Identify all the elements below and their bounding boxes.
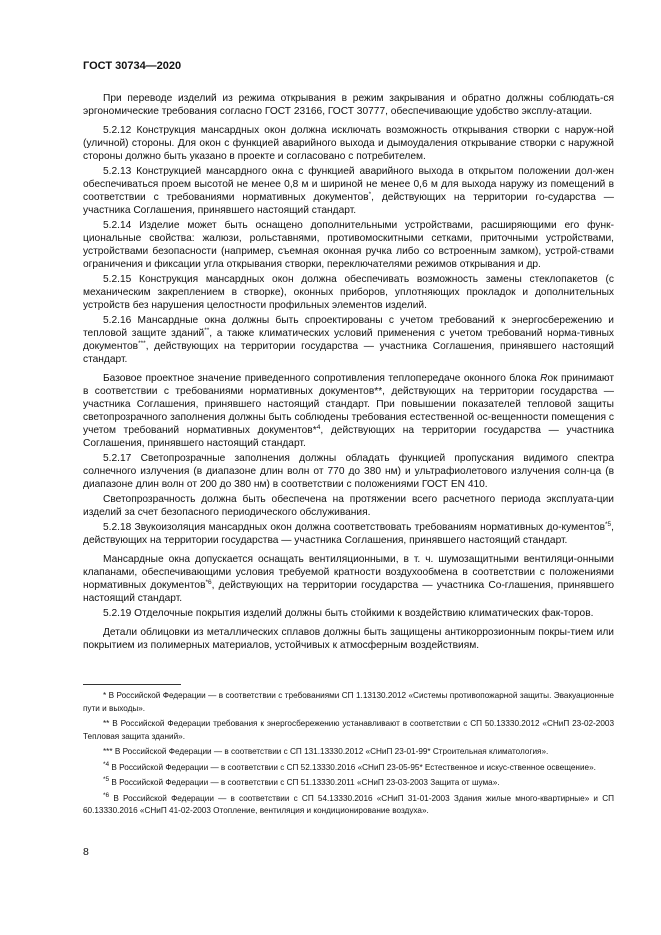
paragraph-5-2-13: 5.2.13 Конструкцией мансардного окна с функцией аварийного выхода в открытом положении дол-жен обеспечиваться проем высотой не менее 0,8 м и шириной не менее 0,6 м для выхода наружу из помещений в соответствии с требованиями нормативных документов*, действующих на территории го-сударства — участника Соглашения, принявшего настоящий стандарт.: [83, 166, 614, 216]
footnote: ** В Российской Федерации требования к энергосбережению устанавливают в соответствии с СП 50.13330.2012 «СНиП 23-02-2003 Тепловая защита зданий».: [83, 719, 614, 741]
paragraph-5-2-15: 5.2.15 Конструкция мансардных окон должна обеспечивать возможность замены стеклопакетов (с механическим закреплением в створке), оконных приборов, уплотняющих прокладок и дополнительных устройств без нарушения целостности профильных элементов изделий.: [83, 274, 614, 311]
paragraph: Детали облицовки из металлических сплавов должны быть защищены антикоррозионным покры-тием или покрытием из полимерных материалов, устойчивых к атмосферным воздействиям.: [83, 627, 614, 651]
document-body: [83, 92, 614, 654]
footnote-ref: **: [204, 327, 210, 334]
paragraph-5-2-14: 5.2.14 Изделие может быть оснащено дополнительными устройствами, расширяющими его функ-циональные свойства: жалюзи, рольставнями, противомоскитными сетками, приточными устройствами, устройствами безопасности (например, съемная оконная ручка либо со встроенным замком), устрой-ствами ограничения и фиксации угла открывания створки, переключателями режимов открывания и др.: [83, 220, 614, 270]
footnote: $^{*4}$ В Российской Федерации — в соответствии с СП 52.13330.2016 «СНиП 23-05-95* Естественное и искус-ственное освещение».: [103, 760, 596, 772]
footnote: $^{*5}$ В Российской Федерации — в соответствии с СП 51.13330.2011 «СНиП 23-03-2003 Защита от шума».: [103, 776, 500, 787]
paragraph-5-2-17: 5.2.17 Светопрозрачные заполнения должны обладать функцией пропускания видимого спектра солнечного излучения (в диапазоне длин волн от 770 до 380 нм) и ультрафиолетового излучения солн-ца (в диапазоне длин волн от 200 до 380 нм) в соответствии с положениями ГОСТ EN 410.: [83, 453, 614, 490]
paragraph-5-2-16: 5.2.16 Мансардные окна должны быть спроектированы с учетом требований к энергосбережению и тепловой защите зданий**, а также климатических условий применения с учетом требований норма-тивных документов***, действующих на территории государства — участника Соглашения, принявшего настоящий стандарт.: [83, 315, 614, 365]
paragraph: Светопрозрачность должна быть обеспечена на протяжении всего расчетного периода эксплуата-ции изделий за счет безопасного периодического обслуживания.: [83, 494, 614, 518]
paragraph: Мансардные окна допускается оснащать вентиляционными, в т. ч. шумозащитными вентиляци-онными клапанами, обеспечивающими условия требуемой кратности воздухообмена в соответствии с положениями нормативных документов$^{*6}$, действующих на территории государства — участника Со-глашения, принявшего настоящий стандарт.: [83, 554, 614, 604]
footnote-divider: [83, 684, 181, 685]
footnote-ref: *6: [205, 579, 212, 586]
footnote-mark: *6: [103, 791, 110, 799]
document-header: ГОСТ 30734—2020: [83, 60, 182, 72]
symbol-subscript: ок: [547, 373, 558, 384]
paragraph-5-2-18: 5.2.18 Звукоизоляция мансардных окон должна соответствовать требованиям нормативных до-кументов$^{*5}$, действующих на территории государства — участника Соглашения, принявшего настоящий стандарт.: [83, 521, 614, 546]
paragraph-5-2-12: 5.2.12 Конструкция мансардных окон должна исключать возможность открывания створки с наруж-ной (уличной) стороны. Для окон с функцией аварийного выхода и дымоудаления открывание створки с наружной стороны должно быть указано в проекте и согласовано с потребителем.: [83, 125, 614, 162]
footnotes: [83, 690, 614, 821]
footnote: *** В Российской Федерации — в соответствии с СП 131.13330.2012 «СНиП 23-01-99* Строительная климатология».: [103, 747, 549, 756]
symbol-r: R: [540, 373, 548, 384]
footnote-ref: *: [368, 191, 372, 198]
footnote-ref: 4: [316, 424, 321, 431]
footnote-ref: *5: [605, 521, 612, 528]
footnote: $^{*6}$ В Российской Федерации — в соответствии с СП 54.13330.2016 «СНиП 31-01-2003 Здания жилые много-квартирные» и СП 60.13330.2016 «СНиП 41-02-2003 Отопление, вентиляция и кондиционирование воздуха».: [83, 791, 614, 815]
footnote-mark: *4: [103, 760, 110, 768]
page-number: 8: [83, 846, 89, 858]
paragraph-5-2-19: 5.2.19 Отделочные покрытия изделий должны быть стойкими к воздействию климатических фак-торов.: [103, 608, 594, 619]
footnote-mark: *5: [103, 776, 110, 783]
footnote-ref: ***: [138, 340, 146, 347]
paragraph-resistance: Базовое проектное значение приведенного сопротивления теплопередаче оконного блока Rок принимают в соответствии с требованиями нормативных документов**, действующих на территории государства — участника Соглашения, принявшего настоящий стандарт. При повышении показателей тепловой защиты светопрозрачного заполнения должны быть соблюдены требования естественной ос-вещенности помещения с учетом требований нормативных документов*$^4$, действующих на территории государства — участника Соглашения, принявшего настоящий стандарт.: [83, 373, 614, 449]
paragraph: При переводе изделий из режима открывания в режим закрывания и обратно должны соблюдать-ся эргономические требования согласно ГОСТ 23166, ГОСТ 30777, обеспечивающие удобство эксплу-атации.: [83, 93, 614, 117]
footnote: * В Российской Федерации — в соответствии с требованиями СП 1.13130.2012 «Системы противопожарной защиты. Эвакуационные пути и выходы».: [83, 691, 614, 713]
